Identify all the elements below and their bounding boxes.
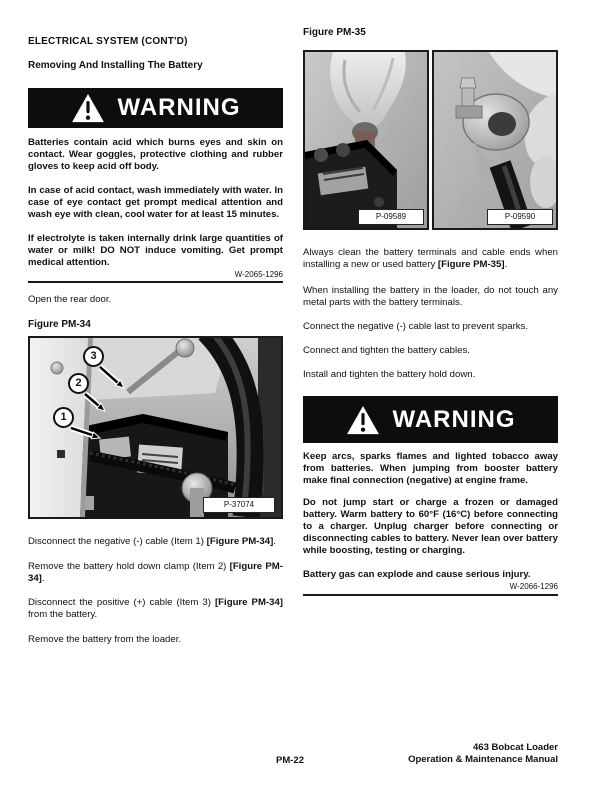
photo-label: P-37074	[203, 497, 275, 513]
warning-title: WARNING	[117, 94, 241, 121]
photo-label: P-09589	[358, 209, 424, 225]
warning-paragraph: Battery gas can explode and cause serious injury.	[303, 569, 531, 580]
body-paragraph: Install and tighten the battery hold down.	[303, 369, 476, 380]
subsection-title: Removing And Installing The Battery	[28, 60, 203, 71]
figure-pm35-title: Figure PM-35	[303, 27, 366, 38]
warning-paragraph: Batteries contain acid which burns eyes and skin on contact. Wear goggles, protective clothing and rubber gloves to keep acid off body.	[28, 137, 283, 172]
step-text: .	[273, 536, 276, 547]
figure-reference: [Figure PM-35]	[437, 259, 505, 270]
footer-page-number: PM-22	[276, 755, 304, 766]
step-paragraph	[28, 536, 283, 548]
warning-paragraph: Keep arcs, sparks flames and lighted tobacco away from batteries. When jumping from booster battery make final connection (negative) at engine frame.	[303, 451, 558, 486]
callout-2: 2	[68, 373, 89, 394]
right-column	[303, 27, 558, 596]
warning-triangle-icon	[346, 405, 380, 435]
step-text: Disconnect the negative (-) cable (Item 1)	[28, 536, 207, 547]
warning-box-1	[28, 88, 283, 128]
step-paragraph	[28, 634, 283, 646]
warning-code: W-2065-1296	[234, 270, 283, 279]
body-paragraph: Connect and tighten the battery cables.	[303, 345, 470, 356]
cable-end-cleaning-photo	[434, 52, 556, 228]
warning-box-2	[303, 396, 558, 443]
step-text: Disconnect the positive (+) cable (Item 3)	[28, 597, 215, 608]
photo-label: P-09590	[487, 209, 553, 225]
divider	[303, 594, 558, 596]
figure-pm35-right-panel	[432, 50, 558, 230]
warning-code: W-2066-1296	[509, 582, 558, 591]
figure-reference: [Figure PM-34]	[206, 536, 274, 547]
body-paragraph: Connect the negative (-) cable last to prevent sparks.	[303, 321, 529, 332]
body-paragraph: Open the rear door.	[28, 294, 112, 305]
figure-pm35-photo	[303, 50, 558, 230]
warning-paragraph: If electrolyte is taken internally drink large quantities of water or milk! DO NOT induce vomiting. Get prompt medical attention.	[28, 233, 283, 268]
warning-triangle-icon	[71, 93, 105, 123]
callout-3: 3	[83, 346, 104, 367]
warning-paragraph: Do not jump start or charge a frozen or damaged battery. Warm battery to 60°F (16°C) before connecting to a charger. Unplug charger before connecting or disconnecting cables to battery. Never lean over battery while boosting, testing or charging.	[303, 497, 558, 556]
step-text: Remove the battery from the loader.	[28, 634, 182, 645]
figure-pm34-photo	[28, 336, 283, 519]
step-text: .	[41, 573, 45, 584]
warning-paragraph: In case of acid contact, wash immediately with water. In case of eye contact get prompt medical attention and wash eye with clean, cool water for at least 15 minutes.	[28, 185, 283, 220]
figure-reference: [Figure PM-34]	[214, 597, 283, 608]
left-column	[28, 36, 283, 646]
body-text: Always clean the battery terminals and cable ends when installing a new or used battery	[303, 247, 558, 270]
body-paragraph	[303, 247, 558, 271]
figure-reference: [Figure PM-34]	[28, 561, 283, 584]
figure-pm35-left-panel	[303, 50, 429, 230]
engine-compartment-photo	[30, 338, 281, 517]
step-text: Remove the battery hold down clamp (Item 2)	[28, 561, 230, 572]
step-paragraph	[28, 561, 283, 585]
section-title: ELECTRICAL SYSTEM (CONT'D)	[28, 36, 188, 47]
battery-terminal-cleaning-photo	[305, 52, 427, 228]
body-text: .	[504, 259, 508, 270]
body-paragraph: When installing the battery in the loader, do not touch any metal parts with the battery terminals.	[303, 285, 558, 308]
step-text: from the battery.	[28, 609, 98, 620]
footer-doc-line1: 463 Bobcat Loader	[473, 742, 558, 753]
step-paragraph	[28, 597, 283, 621]
footer-doc-line2: Operation & Maintenance Manual	[408, 753, 558, 765]
figure-pm34-title: Figure PM-34	[28, 319, 91, 330]
divider	[28, 281, 283, 283]
callout-1: 1	[53, 407, 74, 428]
warning-title: WARNING	[392, 405, 516, 433]
footer-doc-title	[408, 742, 558, 765]
